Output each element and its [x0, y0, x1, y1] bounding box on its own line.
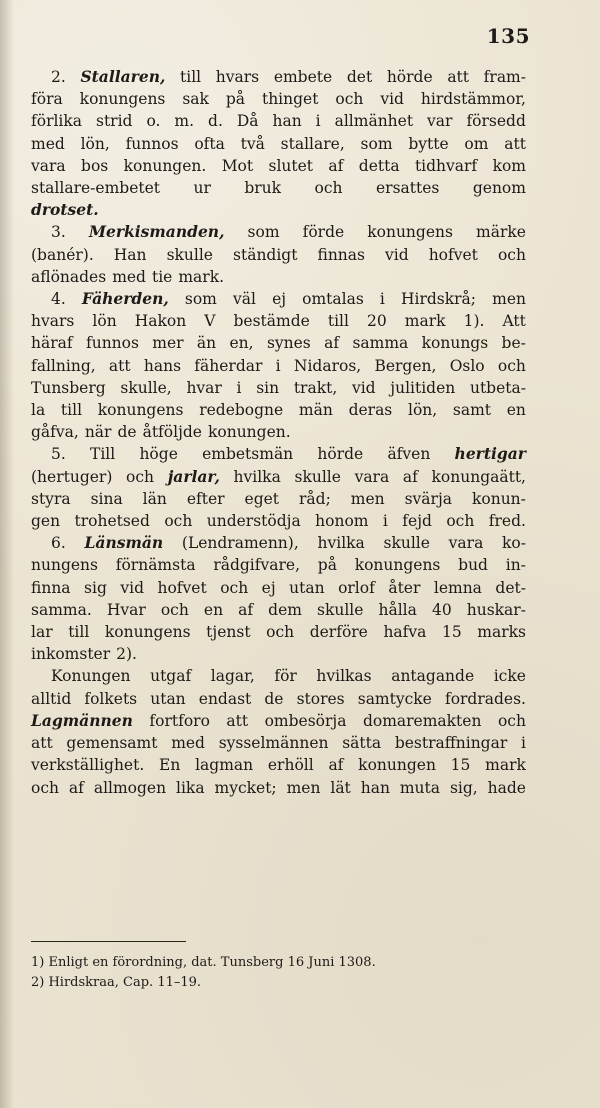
page-number: 135: [486, 24, 530, 48]
footnotes: [31, 953, 526, 993]
footnote-1: 1) Enligt en förordning, dat. Tunsberg 16 Juni 1308.: [31, 955, 376, 970]
text-line: alltid folkets utan endast de stores samtycke fordrades.: [31, 689, 526, 708]
text-line: gåfva, när de åtföljde konungen.: [31, 423, 291, 442]
text-line: 4. Fäherden, som väl ej omtalas i Hirdskrå; men: [51, 289, 526, 309]
text-line: 2. Stallaren, till hvars embete det hörde att fram-: [51, 67, 526, 86]
text-line: (hertuger) och jarlar, hvilka skulle vara af konungaätt,: [31, 466, 526, 486]
text-line: Tunsberg skulle, hvar i sin trakt, vid julitiden utbeta-: [31, 378, 526, 397]
text-line: verkställighet. En lagman erhöll af konungen 15 mark: [31, 756, 526, 775]
text-line: drotset.: [31, 200, 99, 220]
text-line: samma. Hvar och en af dem skulle hålla 40 huskar-: [31, 600, 526, 619]
text-line: förlika strid o. m. d. Då han i allmänhet var försedd: [31, 112, 526, 131]
text-line: föra konungens sak på thinget och vid hirdstämmor,: [31, 90, 526, 109]
text-line: att gemensamt med sysselmännen sätta bestraffningar i: [31, 734, 526, 753]
body-text: [31, 66, 526, 799]
text-line: med lön, funnos ofta två stallare, som bytte om att: [31, 134, 526, 153]
text-line: la till konungens redebogne män deras lön, samt en: [31, 401, 526, 420]
footnote-2: 2) Hirdskraa, Cap. 11–19.: [31, 975, 202, 990]
text-line: Lagmännen fortforo att ombesörja domaremakten och: [31, 710, 526, 730]
text-line: inkomster 2).: [31, 645, 137, 664]
text-line: finna sig vid hofvet och ej utan orlof åter lemna det-: [31, 578, 526, 597]
footnote-divider: [31, 941, 186, 942]
text-line: stallare-embetet ur bruk och ersattes genom: [31, 179, 526, 198]
text-line: 5. Till höge embetsmän hörde äfven hertigar: [51, 444, 526, 464]
text-line: och af allmogen lika mycket; men lät han muta sig, hade: [31, 778, 526, 797]
text-line: hvars lön Hakon V bestämde till 20 mark 1). Att: [31, 312, 526, 331]
text-line: aflönades med tie mark.: [31, 267, 225, 286]
text-line: Konungen utgaf lagar, för hvilkas antagande icke: [51, 667, 526, 686]
text-line: styra sina län efter eget råd; men svärja konun-: [31, 489, 526, 508]
text-line: vara bos konungen. Mot slutet af detta tidhvarf kom: [31, 156, 526, 175]
text-line: lar till konungens tjenst och derföre hafva 15 marks: [31, 623, 526, 642]
text-line: 3. Merkismanden, som förde konungens märke: [51, 222, 526, 242]
page-binding-shadow: [0, 0, 14, 1108]
text-line: fallning, att hans fäherdar i Nidaros, Bergen, Oslo och: [31, 356, 526, 375]
text-line: nungens förnämsta rådgifvare, på konungens bud in-: [31, 556, 526, 575]
text-line: häraf funnos mer än en, synes af samma konungs be-: [31, 334, 526, 353]
text-line: gen trohetsed och understödja honom i fejd och fred.: [31, 512, 526, 531]
text-line: 6. Länsmän (Lendramenn), hvilka skulle vara ko-: [51, 533, 526, 553]
text-line: (banér). Han skulle ständigt finnas vid hofvet och: [31, 245, 526, 264]
